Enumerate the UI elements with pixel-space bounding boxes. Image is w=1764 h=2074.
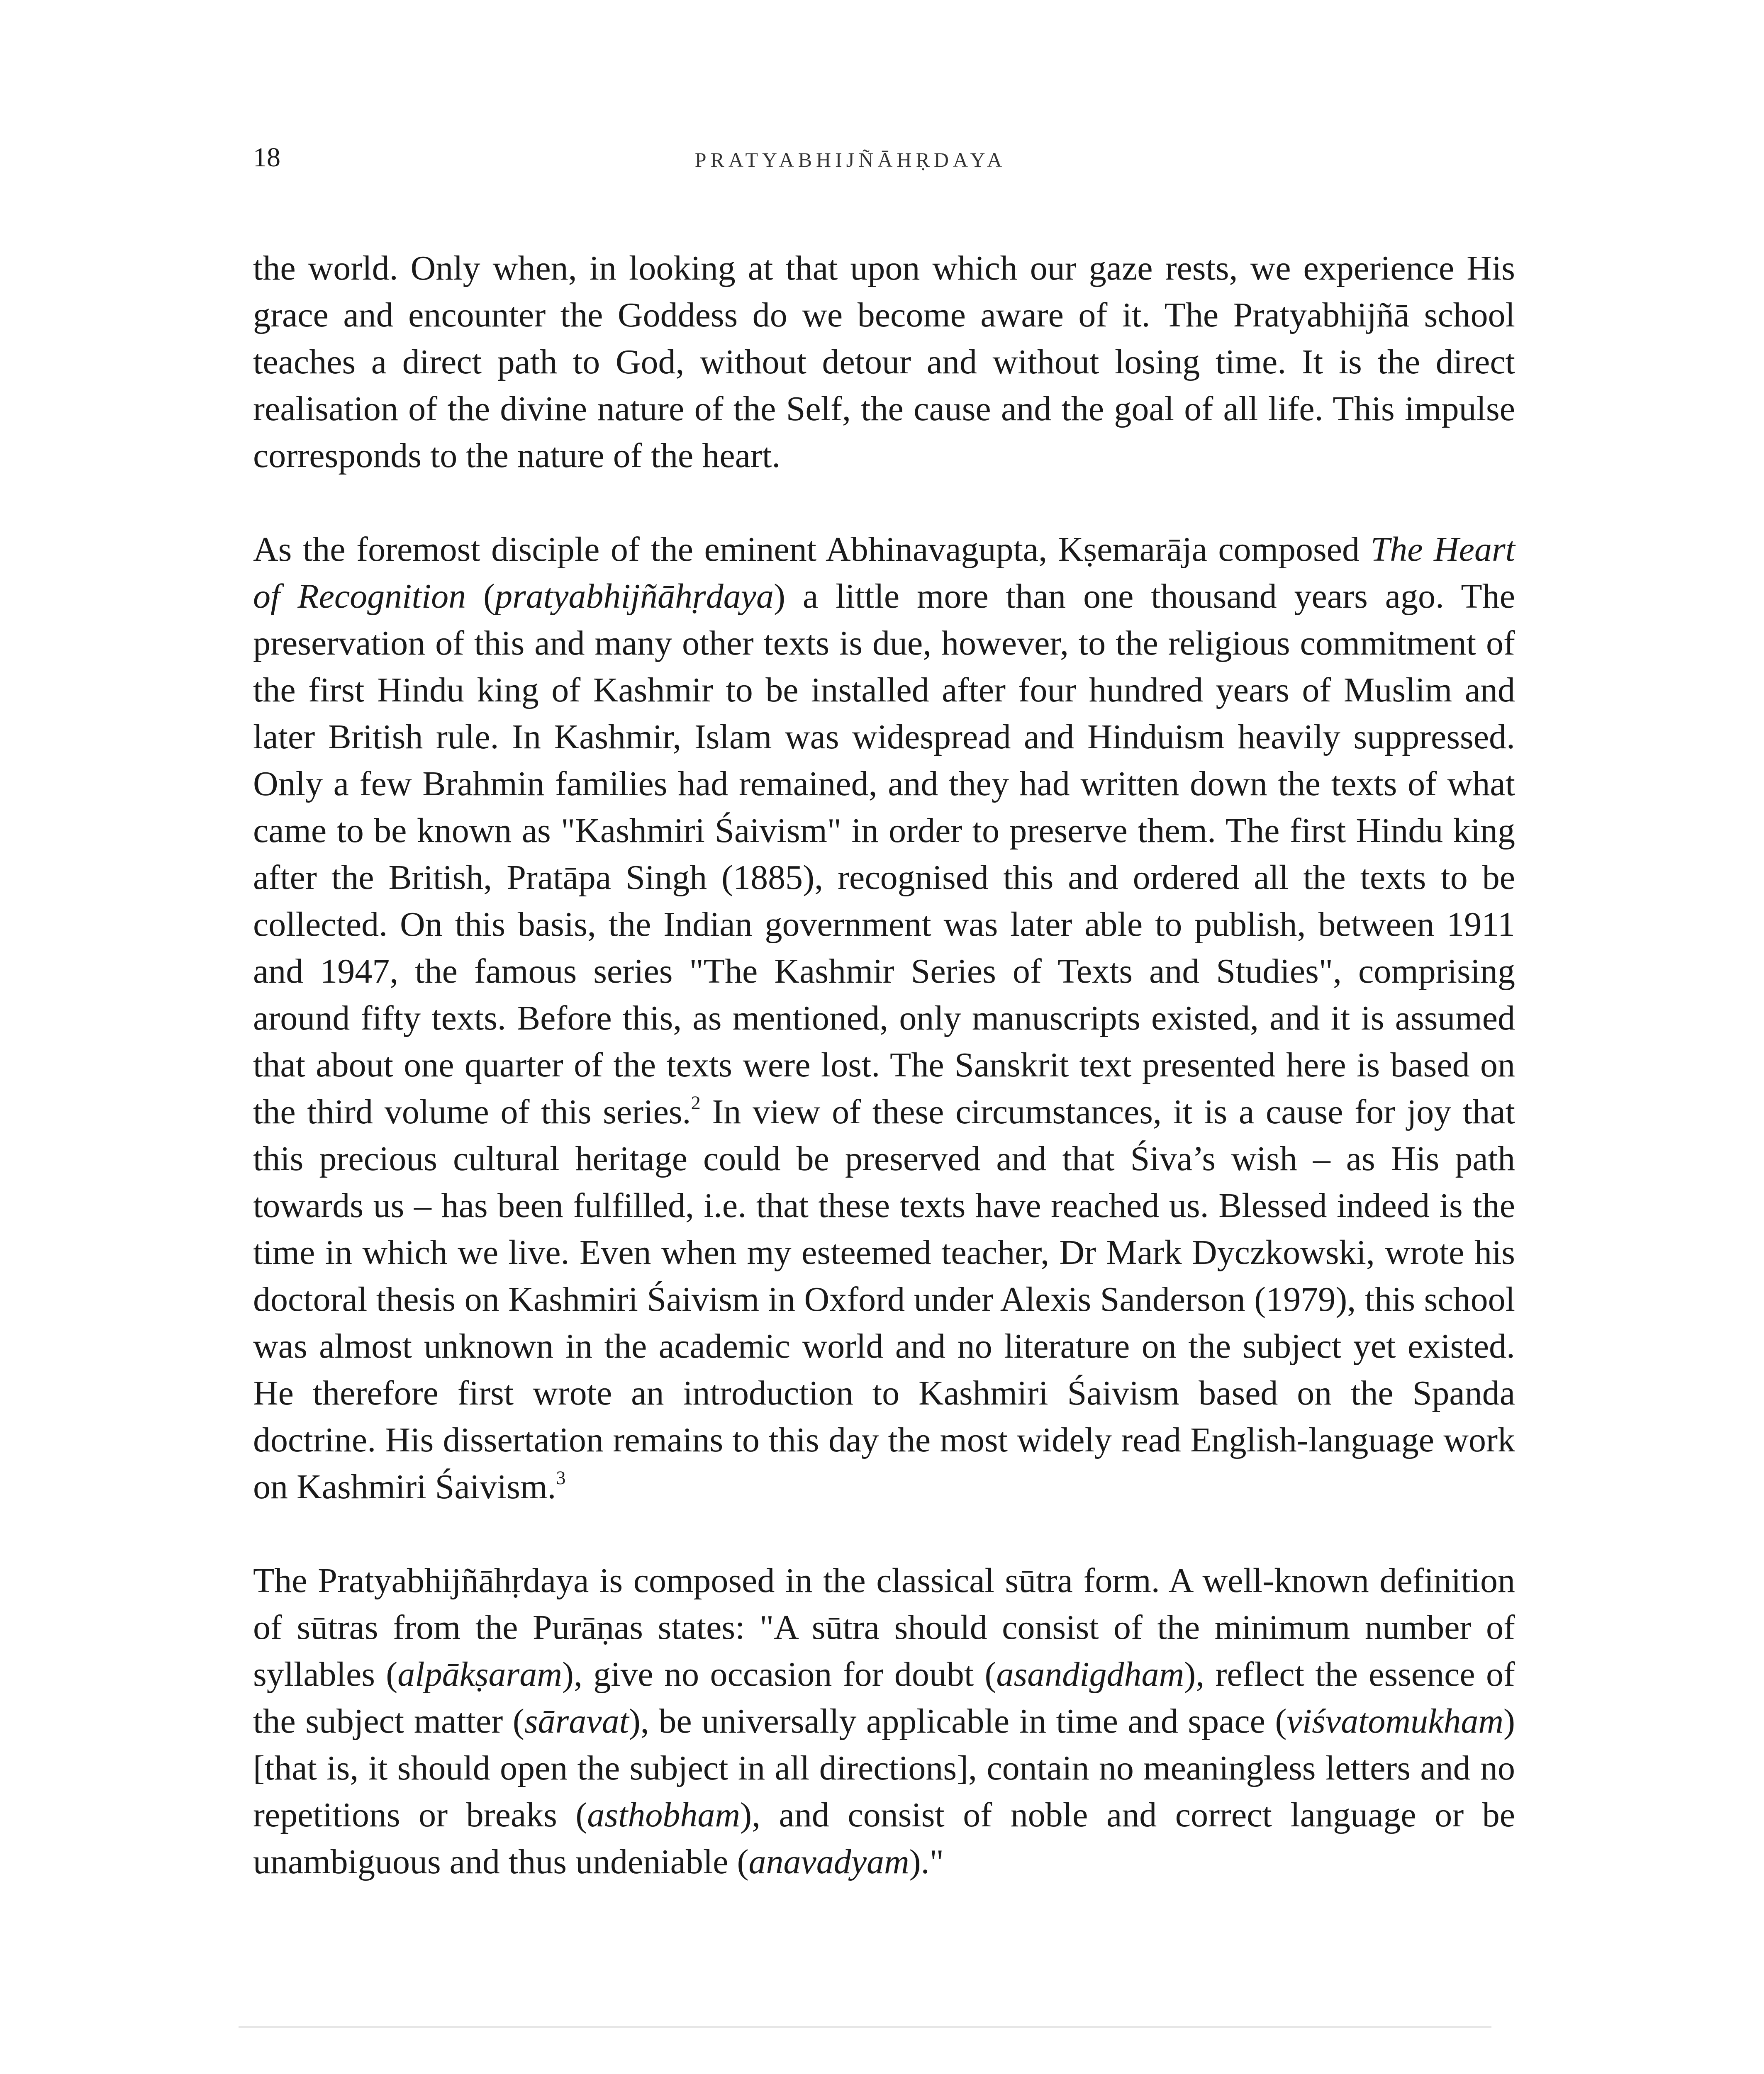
italic-term: asthobham (587, 1796, 741, 1834)
text-run: As the foremost disciple of the eminent Abhinavagupta, Kṣemarāja composed (253, 530, 1371, 569)
text-run: ) a little more than one thousand years ago. The preservation of this and many other texts is due, however, to the religious commitment of the first Hindu king of Kashmir to be installed after four hundred years of Muslim and later British rule. In Kashmir, Islam was widespread and Hinduism heavily suppressed. Only a few Brahmin families had remained, and they had written down the texts of what came to be known as "Kashmiri Śaivism" in order to preserve them. The first Hindu king after the British, Pratāpa Singh (1885), recognised this and ordered all the texts to be collected. On this basis, the Indian government was later able to publish, between 1911 and 1947, the famous series "The Kashmir Series of Texts and Studies", comprising around fifty texts. Before this, as mentioned, only manuscripts existed, and it is assumed that about one quarter of the texts were lost. The Sanskrit text presented here is based on the third volume of this series. (253, 577, 1515, 1131)
italic-term: viśvatomukham (1286, 1702, 1504, 1741)
text-run: ), be universally applicable in time and space ( (629, 1702, 1287, 1741)
text-run: ), and consist of noble and correct language or be unambiguous and thus undeniable ( (253, 1796, 1515, 1881)
footnote-divider (239, 2026, 1491, 2028)
main-text (253, 245, 1515, 1932)
paragraph-1: the world. Only when, in looking at that upon which our gaze rests, we experience His grace and encounter the Goddess do we become aware of it. The Pratyabhijñā school teaches a direct path to God, without detour and without losing time. It is the direct realisation of the divine nature of the Self, the cause and the goal of all life. This impulse corresponds to the nature of the heart. (253, 249, 1515, 475)
text-run: ( (466, 577, 495, 616)
footnote-ref-3[interactable]: 3 (556, 1467, 566, 1489)
page-number: 18 (253, 142, 280, 173)
italic-term: sāravat (524, 1702, 629, 1741)
text-run: The Pratyabhijñāhṛdaya is composed in the classical sūtra form. A well-known definition of sūtras from the Purāṇas states: "A sūtra should consist of the minimum number of syllables ( (253, 1561, 1515, 1694)
footnote-ref-2[interactable]: 2 (691, 1092, 701, 1114)
text-run: ) [that is, it should open the subject in all directions], contain no meaningless letters and no repetitions or breaks ( (253, 1702, 1515, 1834)
text-run: In view of these circumstances, it is a cause for joy that this precious cultural heritage could be preserved and that Śiva’s wish – as His path towards us – has been fulfilled, i.e. that these texts have reached us. Blessed indeed is the time in which we live. Even when my esteemed teacher, Dr Mark Dyczkowski, wrote his doctoral thesis on Kashmiri Śaivism in Oxford under Alexis Sanderson (1979), this school was almost unknown in the academic world and no literature on the subject yet existed. He therefore first wrote an introduction to Kashmiri Śaivism based on the Spanda doctrine. His dissertation remains to this day the most widely read English-language work on Kashmiri Śaivism. (253, 1093, 1515, 1506)
italic-term: asandigdham (996, 1655, 1184, 1694)
paragraph-2 (253, 526, 1515, 1510)
paragraph-3 (253, 1557, 1515, 1885)
italic-title: The Heart of Recognition (253, 530, 1515, 616)
running-head: PRATYABHIJÑĀHṚDAYA (694, 148, 1006, 171)
text-run: ), reflect the essence of the subject matter ( (253, 1655, 1515, 1741)
italic-term: alpākṣaram (397, 1655, 562, 1694)
italic-term: pratyabhijñāhṛdaya (495, 577, 774, 616)
text-run: )." (909, 1843, 944, 1881)
italic-term: anavadyam (748, 1843, 909, 1881)
text-run: ), give no occasion for doubt ( (562, 1655, 997, 1694)
